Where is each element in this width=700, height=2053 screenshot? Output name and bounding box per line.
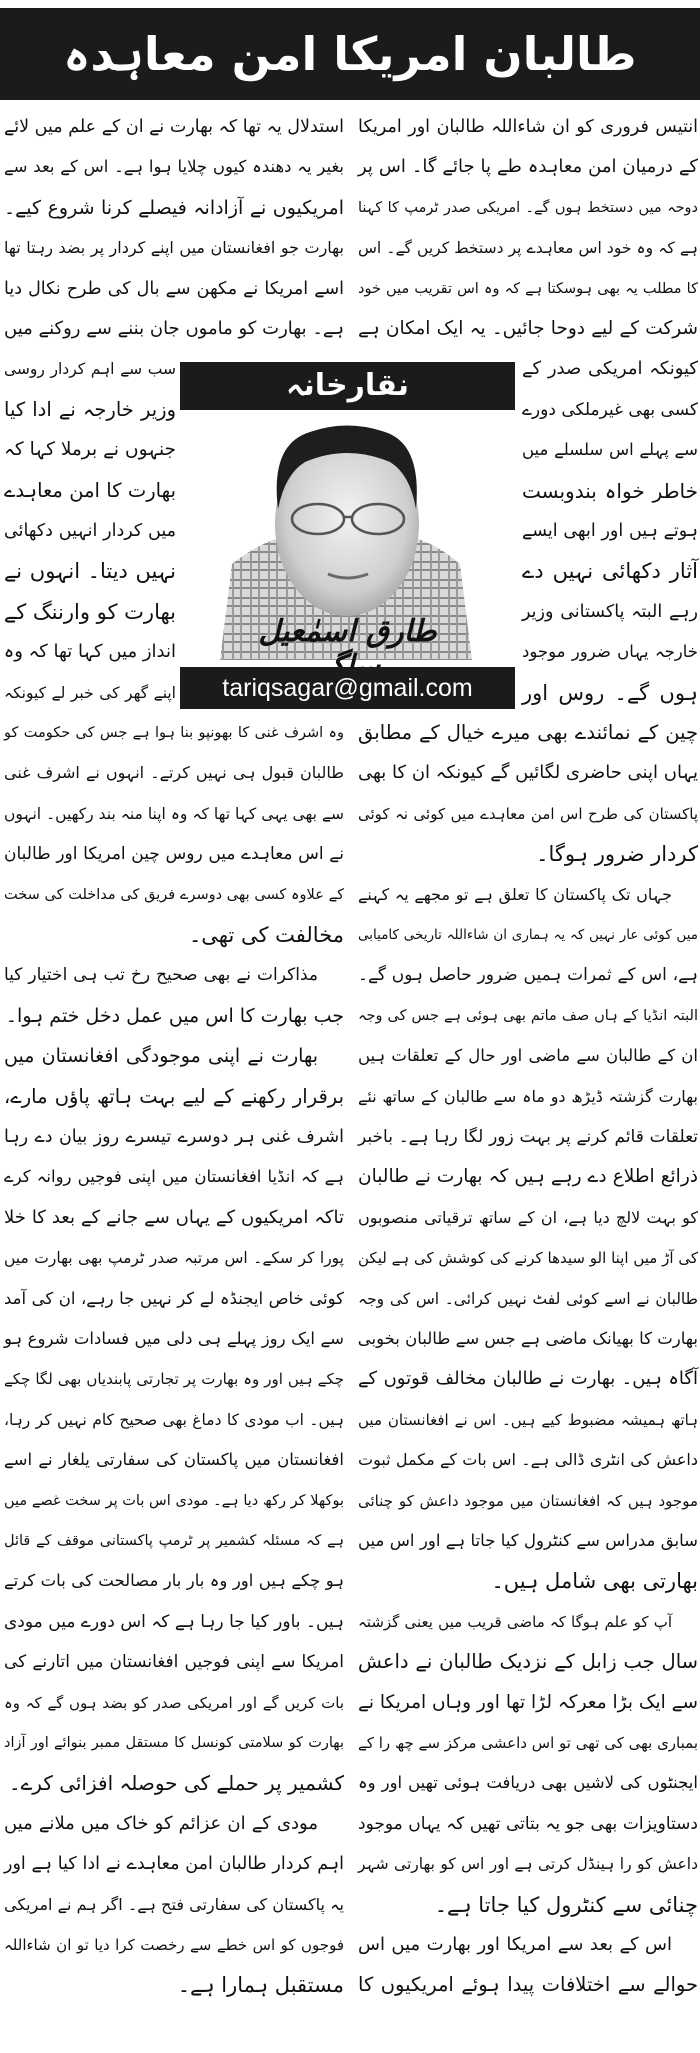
text-line: چنائی سے کنٹرول کیا جاتا ہے۔ [434,1892,698,1917]
text-line: امریکا سے اپنی فوجیں افغانستان میں اتارنے کی [4,1652,344,1673]
text-line: میں کردار انہیں دکھائی [4,521,176,541]
text-line: ہیں۔ اب مودی کا دماغ بھی صحیح کام نہیں کر رہا، [4,1410,344,1429]
text-line: کے علاوہ کسی بھی دوسرے فریق کی مداخلت کی سخت [4,886,344,903]
text-line: ذرائع اطلاع دے رہے ہیں کہ بھارت نے طالبان [358,1166,698,1188]
text-line: آثار دکھائی نہیں دے [522,559,698,584]
text-line: انتیس فروری کو ان شاءاللہ طالبان اور امریکا [358,117,698,137]
text-line: مذاکرات نے بھی صحیح رخ تب ہی اختیار کیا [4,965,318,986]
text-line: سابق مدراس سے کنٹرول کیا جاتا ہے اور اس میں [358,1531,698,1550]
text-line: کردار ضرور ہوگا۔ [536,842,698,867]
text-line: سے پہلے اس سلسلے میں [522,440,698,460]
text-line: خاطر خواہ بندوبست [522,478,698,503]
text-line: البتہ انڈیا کے ہاں صف ماتم بھی ہوئی ہے جس کی وجہ [358,1007,698,1024]
text-line: طالبان نے اسے کوئی لفٹ نہیں کرائی۔ اس کی وجہ [358,1289,698,1308]
author-email: tariqsagar@gmail.com [180,667,515,709]
text-line: افغانستان میں پاکستان کی سفارتی یلغار نے اسے [4,1450,344,1470]
text-line: انداز میں کہا تھا کہ وہ [3,641,176,663]
text-line: سے ایک روز پہلے ہی دلی میں فسادات شروع ہو [4,1329,344,1348]
text-line: نے اس معاہدے میں روس چین امریکا اور طالبان [4,844,344,865]
text-line: کشمیر پر حملے کی حوصلہ افزائی کرے۔ [8,1771,344,1796]
text-line: شرکت کے لیے دوحا جائیں۔ یہ ایک امکان ہے [358,318,698,339]
text-line: ہے کہ انڈیا افغانستان میں اپنی فوجیں روانہ کرے [4,1167,344,1187]
text-line: آگاہ ہیں۔ بھارت نے طالبان مخالف قوتوں کے [358,1368,698,1390]
author-box [180,362,515,712]
text-line: دستاویزات بھی جو یہ بتاتی تھیں کہ یہاں موجود [358,1813,698,1834]
text-line: کا مطلب یہ بھی ہوسکتا ہے کہ وہ اس تقریب میں خود [358,280,698,297]
text-line: اشرف غنی ہر دوسرے تیسرے روز بیان دے رہا [4,1127,344,1147]
text-line: ہوں گے۔ روس اور [522,680,698,705]
text-line: ہاتھ ہمیشہ مضبوط کیے ہیں۔ اس نے افغانستان میں [358,1410,698,1429]
text-line: پورا کر سکے۔ اس مرتبہ صدر ٹرمپ بھی بھارت میں [4,1249,344,1268]
text-line: بھارت کا بھیانک ماضی ہے جس سے طالبان بخوبی [357,1329,698,1348]
text-line: مودی کے ان عزائم کو خاک میں ملانے میں [4,1812,318,1834]
text-line: کے درمیان امن معاہدہ طے پا جائے گا۔ اس پر [358,156,698,178]
text-line: ایجنٹوں کی لاشیں بھی دریافت ہوئی تھیں اور وہ [358,1773,698,1793]
text-line: جب بھارت کا اس میں عمل دخل ختم ہوا۔ [5,1004,344,1027]
text-line: نہیں دیتا۔ انہوں نے [4,559,176,584]
text-line: یہاں اپنی حاضری لگائیں گے کیونکہ ان کا بھی [358,762,698,784]
text-line: کو بہت لالچ دیا ہے، ان کے ساتھ ترقیاتی منصوبوں [358,1207,698,1227]
text-line: ہے کہ وہ خود اس معاہدے پر دستخط کریں گے۔ اس [358,239,698,258]
text-line: بھارتی بھی شامل ہیں۔ [491,1569,698,1594]
text-line: داعش کو را ہینڈل کرتی ہے اور اس کو بھارتی شہر [358,1855,698,1874]
headline: طالبان امریکا امن معاہدہ [63,27,637,81]
text-line: حوالے سے اختلافات پیدا ہوئے امریکیوں کا [358,1973,698,1997]
text-line: آپ کو علم ہوگا کہ ماضی قریب میں یعنی گزشتہ [358,1612,672,1631]
text-line: ہو چکے ہیں اور وہ بار بار مصالحت کی بات کرتے [4,1571,344,1591]
text-line: جہاں تک پاکستان کا تعلق ہے تو مجھے یہ کہنے [358,884,672,904]
text-line: بمباری بھی کی تھی تو اس داعشی مرکز سے چھ را کے [358,1734,698,1752]
text-line: مستقبل ہمارا ہے۔ [177,1973,344,1998]
text-line: پاکستان کی طرح اس امن معاہدے میں کوئی نہ کوئی [358,804,698,823]
text-line: بھارت نے اپنی موجودگی افغانستان میں [4,1045,318,1068]
text-line: تاکہ امریکیوں کے یہاں سے جانے کے بعد کا خلا [4,1206,344,1228]
text-line: طالبان قبول ہی نہیں کرتے۔ انہوں نے اشرف غنی [4,763,344,783]
text-line: اپنے گھر کی خبر لے کیونکہ [4,683,176,702]
text-line: بھارت گزشتہ ڈیڑھ دو ماہ سے طالبان کے ساتھ نئے [358,1086,698,1106]
text-line: امریکیوں نے آزادانہ فیصلے کرنا شروع کیے۔ [4,196,344,219]
text-line: بھارت کا امن معاہدے [4,478,176,502]
text-line: ان کے طالبان سے ماضی اور حال کے تعلقات ہیں [358,1046,698,1066]
text-line: میں کوئی عار نہیں کہ یہ ہماری ان شاءاللہ تاریخی کامیابی [358,927,698,943]
text-line: اہم کردار طالبان امن معاہدے نے ادا کیا ہے اور [4,1854,344,1875]
text-line: کوئی خاص ایجنڈہ لے کر نہیں جا رہے، ان کی آمد [4,1288,344,1308]
text-line: کسی بھی غیرملکی دورے [521,399,698,420]
text-line: خارجہ یہاں ضرور موجود [522,642,698,662]
text-line: بغیر یہ دھندہ کیوں چلایا ہوا ہے۔ اس کے بعد سے [4,157,344,177]
text-line: داعش کی انٹری ڈالی ہے۔ اس بات کے مکمل ثبوت [358,1450,698,1470]
text-line: موجود ہیں کہ افغانستان میں موجود داعش کو چنائی [358,1491,698,1510]
text-line: وہ اشرف غنی کا بھونپو بنا ہوا ہے جس کی حکومت کو [4,725,344,741]
column-header: نقارخانہ [180,362,515,410]
text-line: ہوتے ہیں اور ابھی ایسے [522,521,698,541]
text-line: سب سے اہم کردار روسی [4,360,176,379]
text-line: استدلال یہ تھا کہ بھارت نے ان کے علم میں لائے [4,117,344,137]
author-name: طارق اسمٰعیل [258,614,437,649]
text-line: ہے کہ مسئلہ کشمیر پر ٹرمپ پاکستانی موقف کے قائل [4,1533,344,1549]
text-line: ہے۔ بھارت کو ماموں جان بننے سے روکنے میں [4,318,344,339]
text-line: چین کے نمائندے بھی میرے خیال کے مطابق [358,721,698,744]
text-line: کیونکہ امریکی صدر کے [522,358,698,380]
text-line: مخالفت کی تھی۔ [188,923,344,947]
text-line: فوجوں کو اس خطے سے رخصت کرا دیا تو ان شاءاللہ [4,1936,344,1954]
text-line: تعلقات قائم کرنے پر بہت زور لگا رہا ہے۔ باخبر [358,1127,698,1147]
text-line: سے بھی یہی کہا تھا کہ وہ اپنا منہ بند رکھیں۔ انہوں [4,804,344,823]
text-line: اسے امریکا نے مکھن سے بال کی طرح نکال دیا [4,278,344,299]
text-line: چکے ہیں اور وہ بھارت پر تجارتی پابندیاں بھی لگا چکے [4,1370,344,1389]
text-line: بات کریں گے اور امریکی صدر کو بضد ہوں گے کہ وہ [4,1693,344,1712]
text-line: دوحہ میں دستخط ہوں گے۔ امریکی صدر ٹرمپ کا کہنا [358,199,698,216]
text-line: سے ایک بڑا معرکہ لڑا تھا اور وہاں امریکا نے [358,1691,698,1713]
text-line: کی آڑ میں اپنا الو سیدھا کرنے کی کوشش کی ہے لیکن [358,1249,698,1268]
text-line: بوکھلا کر رکھ دیا ہے۔ مودی اس بات پر سخت غصے میں [4,1492,344,1509]
text-line: ہے، اس کے ثمرات ہمیں ضرور حاصل ہوں گے۔ [358,965,698,986]
text-line: بھارت کو وارننگ کے [3,599,176,624]
text-line: یہ پاکستان کی سفارتی فتح ہے۔ اگر ہم نے امریکی [4,1894,344,1914]
text-line: اس کے بعد سے امریکا اور بھارت میں اس [358,1934,672,1955]
text-line: وزیر خارجہ نے ادا کیا [4,397,176,421]
text-line: بھارت کو سلامتی کونسل کا مستقل ممبر بنوائے اور آزاد [4,1735,344,1751]
text-line: سال جب زابل کے نزدیک طالبان نے داعش [358,1650,698,1674]
text-line: برقرار رکھنے کے لیے بہت ہاتھ پاؤں مارے، [4,1084,344,1108]
text-line: ہیں۔ باور کیا جا رہا ہے کہ اس دورے میں مودی [4,1611,344,1632]
text-line: بھارت جو افغانستان میں اپنے کردار پر بضد رہتا تھا [4,238,344,258]
text-line: رہے البتہ پاکستانی وزیر [522,601,698,622]
text-line: جنہوں نے برملا کہا کہ [4,439,176,461]
